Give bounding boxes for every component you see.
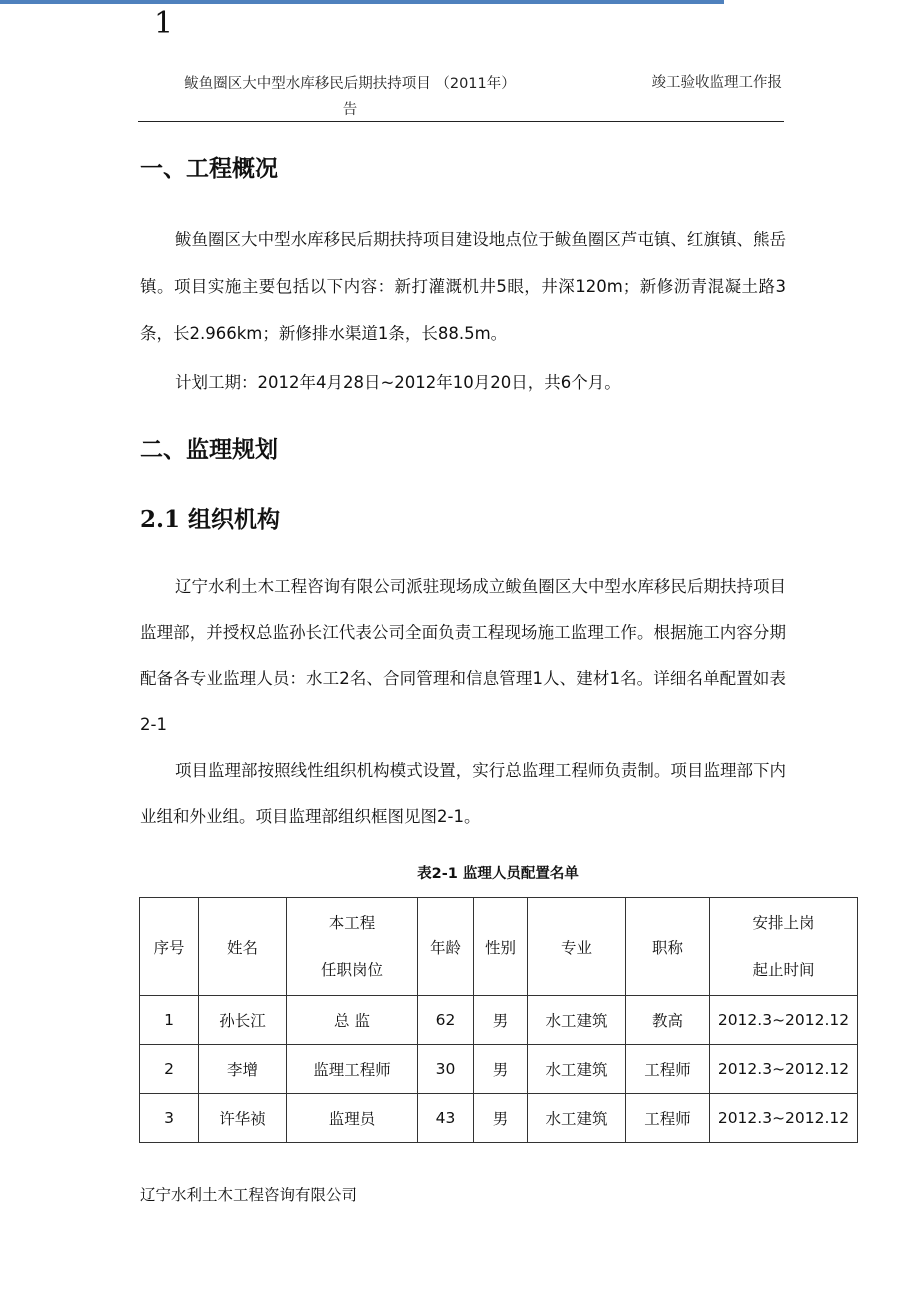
staff-table (139, 897, 858, 1143)
table-row (140, 1045, 858, 1094)
header-time-line-2: 起止时间 (752, 960, 815, 979)
section-1-paragraph-1: 鲅鱼圈区大中型水库移民后期扶持项目建设地点位于鲅鱼圈区芦屯镇、红旗镇、熊岳镇。项目实施主要包括以下内容：新打灌溉机井5眼，井深120m；新修沥青混凝土路3条，长2.966km；新修排水渠道1条，长88.5m。 (140, 230, 786, 343)
cell-age: 30 (418, 1045, 474, 1094)
cell-time: 2012.3~2012.12 (710, 1094, 858, 1143)
cell-time: 2012.3~2012.12 (710, 996, 858, 1045)
header-age: 年龄 (418, 898, 474, 996)
cell-name: 许华祯 (199, 1094, 287, 1143)
cell-sex: 男 (474, 1094, 528, 1143)
header-major: 专业 (528, 898, 626, 996)
footer-company: 辽宁水利土木工程咨询有限公司 (140, 1186, 358, 1204)
cell-post: 监理工程师 (287, 1045, 418, 1094)
section-2-paragraph-1: 辽宁水利土木工程咨询有限公司派驻现场成立鲅鱼圈区大中型水库移民后期扶持项目监理部，并授权总监孙长江代表公司全面负责工程现场施工监理工作。根据施工内容分期配备各专业监理人员：水工2名、合同管理和信息管理1人、建材1名。详细名单配置如表2-1 (140, 577, 786, 734)
top-accent-bar (0, 0, 724, 4)
cell-sex: 男 (474, 996, 528, 1045)
cell-title: 教高 (626, 996, 710, 1045)
header-time (710, 898, 858, 996)
header-post-line-1: 本工程 (328, 913, 376, 932)
cell-major: 水工建筑 (528, 996, 626, 1045)
cell-no: 2 (140, 1045, 199, 1094)
table-caption: 表2-1 监理人员配置名单 (417, 866, 579, 882)
header-sex: 性别 (474, 898, 528, 996)
table-row (140, 1094, 858, 1143)
cell-post: 总 监 (287, 996, 418, 1045)
cell-age: 62 (418, 996, 474, 1045)
cell-sex: 男 (474, 1045, 528, 1094)
header-project-title (140, 71, 560, 123)
cell-title: 工程师 (626, 1094, 710, 1143)
header-time-line-1: 安排上岗 (752, 913, 815, 932)
cell-major: 水工建筑 (528, 1094, 626, 1143)
cell-post: 监理员 (287, 1094, 418, 1143)
section-2-heading: 二、监理规划 (140, 436, 278, 463)
cell-no: 3 (140, 1094, 199, 1143)
header-post (287, 898, 418, 996)
section-2-1-heading: 2.1 组织机构 (140, 506, 281, 533)
header-project-title-text: 鲅鱼圈区大中型水库移民后期扶持项目 （2011年） (184, 76, 516, 92)
header-post-line-2: 任职岗位 (320, 960, 383, 979)
header-divider (138, 121, 784, 122)
header-report-title: 竣工验收监理工作报 (651, 75, 782, 91)
cell-name: 孙长江 (199, 996, 287, 1045)
table-header-row (140, 898, 858, 996)
cell-age: 43 (418, 1094, 474, 1143)
header-name: 姓名 (199, 898, 287, 996)
header-no: 序号 (140, 898, 199, 996)
header-title-wrap: 告 (342, 102, 358, 118)
cell-no: 1 (140, 996, 199, 1045)
section-1-paragraph-2: 计划工期：2012年4月28日~2012年10月20日，共6个月。 (175, 373, 621, 392)
cell-major: 水工建筑 (528, 1045, 626, 1094)
section-1-heading: 一、工程概况 (140, 155, 278, 182)
cell-time: 2012.3~2012.12 (710, 1045, 858, 1094)
header-title: 职称 (626, 898, 710, 996)
cell-name: 李增 (199, 1045, 287, 1094)
section-2-paragraph-2: 项目监理部按照线性组织机构模式设置，实行总监理工程师负责制。项目监理部下内业组和外业组。项目监理部组织框图见图2-1。 (140, 761, 786, 826)
page-number: 1 (154, 6, 174, 41)
cell-title: 工程师 (626, 1045, 710, 1094)
table-row (140, 996, 858, 1045)
